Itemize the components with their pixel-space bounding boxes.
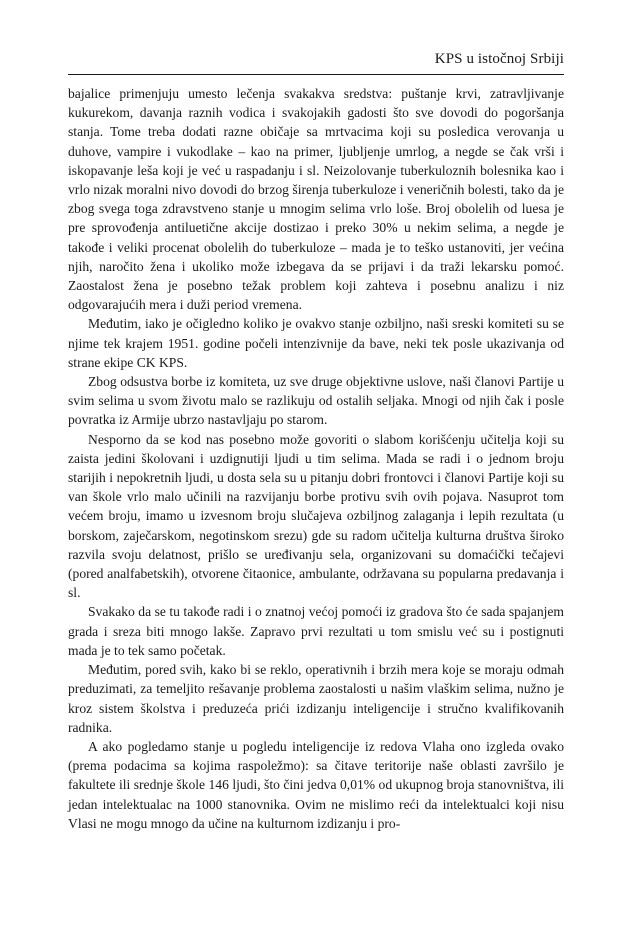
paragraph: Međutim, pored svih, kako bi se reklo, operativnih i brzih mera koje se moraju odmah preduzimati, za temeljito rešavanje problema zaostalosti u našim vlaškim selima, nužno je kroz sistem školstva i preduzeća prići izdizanju inteligencije i stručno kvalifikovanih radnika. <box>68 662 564 735</box>
body-text <box>68 84 564 833</box>
paragraph-continuation: bajalice primenjuju umesto lečenja svakakva sredstva: puštanje krvi, zatravljivanje kukurekom, davanja raznih vodica i svakojakih gadosti što sve dovodi do pogoršanja stanja. Tome treba dodati razne običaje sa mrtvacima koji su posledica verovanja u duhove, vampire i vukodlake – kao na primer, ljubljenje umrlog, a negde se čak vrši i iskopavanje leša koji je već u raspadanju i sl. Neizolovanje tuberkuloznih bolesnika kao i vrlo nizak moralni nivo dovodi do brzog širenja tuberkuloze i veneričnih bolesti, tako da je zbog svega toga zdravstveno stanje u mnogim selima vrlo loše. Broj obolelih od luesa je pre sprovođenja antiluetične akcije dostizao i preko 30% u nekim selima, a negde je takođe i veliki procenat obolelih do tuberkuloze – mada je to teško ustanoviti, jer većina njih, naročito žena i ukoliko može izbegava da se prijavi i da traži lekarsku pomoć. Zaostalost žena je posebno težak problem koji zahteva i posebnu analizu i niz odgovarajućih mera i duži period vremena. <box>68 86 564 313</box>
header-rule <box>68 74 564 75</box>
paragraph: Nesporno da se kod nas posebno može govoriti o slabom korišćenju učitelja koji su zaista jedini školovani i uzdignutiji ljudi u tim selima. Mada se radi i o jednom broju starijih i nepokretnih ljudi, u dosta sela su u pitanju dobri frontovci i članovi Partije koji su van škole vrlo malo učinili na razvijanju borbe protivu svih ovih pojava. Nasuprot tom većem broju, imamo u izvesnom broju slučajeva ozbiljnog zalaganja i lepih rezultata (u borskom, zaječarskom, negotinskom srezu) gde su radom učitelja kulturna društva široko razvila svoju delatnost, prišlo se uređivanju sela, organizovani su domaćički tečajevi (pored analfabetskih), otvorene čitaonice, ambulante, održavana su popularna predavanja i sl. <box>68 431 564 601</box>
running-head: KPS u istočnoj Srbiji <box>434 51 564 67</box>
paragraph: Zbog odsustva borbe iz komiteta, uz sve druge objektivne uslove, naši članovi Partije u svim selima u svom životu malo se razlikuju od ostalih seljaka. Mnogi od njih čak i posle povratka iz Armije ubrzo nastavljaju po starom. <box>68 374 564 428</box>
paragraph: A ako pogledamo stanje u pogledu inteligencije iz redova Vlaha ono izgleda ovako (prema podacima sa kojima raspoležmo): sa čitave teritorije naše oblasti završilo je fakultete ili srednje škole 146 ljudi, što čini jedva 0,01% od ukupnog broja stanovništva, ili jedan intelektualac na 1000 stanovnika. Ovim ne mislimo reći da intelektualci koji nisu Vlasi ne mogu mnogo da učine na kulturnom izdizanju i pro- <box>68 738 564 831</box>
paragraph: Svakako da se tu takođe radi i o znatnoj većoj pomoći iz gradova što će sada spajanjem grada i sreza biti mnogo lakše. Zapravo prvi rezultati u tom smislu već su i postignuti mada je to tek samo početak. <box>68 604 564 658</box>
paragraph: Međutim, iako je očigledno koliko je ovakvo stanje ozbiljno, naši sreski komiteti su se njime tek krajem 1951. godine počeli intenzivnije da bave, neki tek posle ukazivanja od strane ekipe CK KPS. <box>68 316 564 370</box>
